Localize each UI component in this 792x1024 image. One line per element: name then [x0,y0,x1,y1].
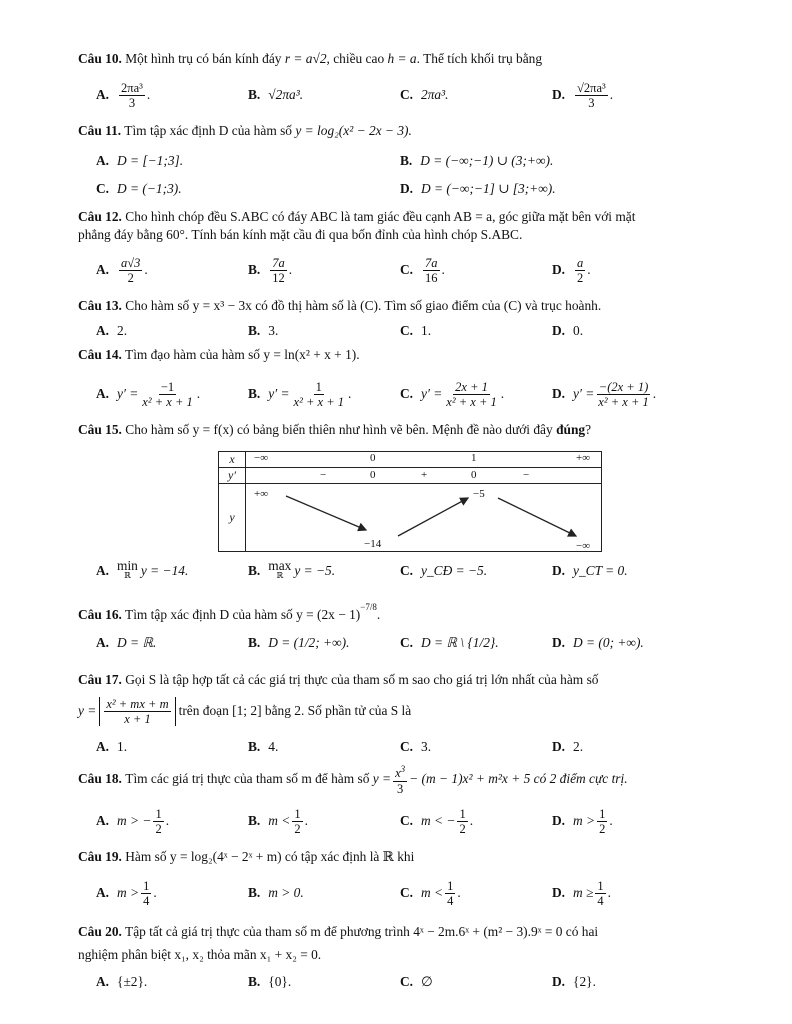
fraction-num: 1 [143,878,150,893]
option-value: D = (−1;3). [117,181,182,196]
question-15 [78,421,724,439]
option-a[interactable]: A. $\frac{a√3}{2}$ . [96,255,148,285]
math-prefix: m > − [117,813,152,828]
fraction-den: 2 [155,821,162,836]
question-text: Cho hàm số y = x³ − 3x có đồ thị hàm số là (C). Tìm số giao điểm của (C) và trục hoành. [125,298,602,313]
option-key: C. [400,386,414,401]
option-a[interactable]: A. y′ = $\frac{-1}{\text{x² + x + 1}}$ . [96,379,201,409]
option-key: D. [400,181,414,196]
question-text: Gọi S là tập hợp tất cả các giá trị thực của tham số m sao cho giá trị lớn nhất của hàm số [125,672,599,687]
option-key: B. [248,563,261,578]
option-a[interactable]: A. m > − $\frac{1}{2}$ . [96,806,170,836]
option-d[interactable]: D. $\frac{\text{√2πa³}}{3}$ . [552,80,614,110]
option-d[interactable] [552,316,583,346]
question-text: Tập tất cả giá trị thực của tham số m để phương trình 4ˣ − 2m.6ˣ + (m² − 3).9ˣ = 0 có hai [125,924,599,939]
y-label: y [219,484,246,552]
fraction-num: a√3 [121,255,141,270]
option-c[interactable]: C. m < $\frac{1}{4}$ . [400,878,461,908]
option-b[interactable] [248,732,278,762]
option-key: A. [96,323,110,338]
option-value: 4. [268,739,279,754]
option-key: D. [552,813,566,828]
option-key: C. [400,262,414,277]
option-value: D = [−1;3]. [117,153,184,168]
math-expr: y = log₂(x² − 2x − 3). [295,123,412,138]
options-15 [96,556,726,586]
question-17 [78,671,724,689]
option-key: C. [400,635,414,650]
option-d[interactable]: D. m ≥ $\frac{1}{4}$ . [552,878,612,908]
option-key: C. [400,563,414,578]
y-value: −14 [364,538,382,550]
options-17 [96,732,726,762]
fraction-num: √2πa³ [577,80,606,95]
y-prime-label: y′ [219,468,246,484]
x-row [246,452,602,468]
option-d[interactable] [552,967,596,997]
options-18 [96,806,726,836]
math-prefix: m < − [421,813,456,828]
math-prefix: y′ = [573,386,595,401]
option-key: D. [552,885,566,900]
option-c[interactable]: C. y′ = $\frac{2x + 1}{\text{x² + x + 1}}$ . [400,379,505,409]
option-key: D. [552,323,566,338]
question-text: Một hình trụ có bán kính đáy [125,51,282,66]
question-12 [78,208,724,244]
x-value: 0 [370,452,376,464]
option-value: 2. [573,739,584,754]
question-label: Câu 14. [78,347,122,362]
option-value: 2. [117,323,128,338]
fraction-num: −1 [160,379,175,394]
fraction-num: 1 [459,806,466,821]
fraction-num: 1 [447,878,454,893]
option-value: D = (−∞;−1) ∪ (3;+∞). [420,153,554,168]
math-expr: r = a√2 [284,51,327,66]
math-prefix: m < [268,813,291,828]
option-value: D = ℝ. [117,635,157,650]
option-key: A. [96,87,110,102]
fraction-num: 2πa³ [121,80,143,95]
variation-arrows [246,484,604,554]
option-value: 1. [421,323,432,338]
fraction-den: x² + x + 1 [293,394,345,409]
option-value: {2}. [573,974,596,989]
question-text: , chiều cao [326,51,385,66]
fraction-den: 2 [294,821,301,836]
option-key: A. [96,563,110,578]
arrow-down [498,498,576,536]
question-label: Câu 16. [78,607,122,622]
option-key: A. [96,885,110,900]
fraction-den: x² + x + 1 [142,394,193,409]
option-b[interactable] [400,146,553,176]
options-19 [96,878,726,908]
fraction-den: x + 1 [124,711,151,726]
option-key: B. [400,153,413,168]
fraction-den: 2 [127,270,134,285]
option-key: D. [552,635,566,650]
fraction-den: 4 [447,893,454,908]
fraction-den: x² + x + 1 [446,394,497,409]
exponent: −7/8 [360,602,377,612]
fraction-num: x² + mx + m [106,696,169,711]
question-text: Tìm tập xác định D của hàm số y = (2x − 1) [125,607,361,622]
question-text: Cho hàm số y = f(x) có bảng biến thiên như hình vẽ bên. Mệnh đề nào dưới đây [125,422,553,437]
option-b[interactable] [248,628,349,658]
x-value: −∞ [254,452,269,464]
option-key: D. [552,87,566,102]
math-prefix: m < [421,885,444,900]
options-11-row2 [96,174,726,204]
question-text: Cho hình chóp đều S.ABC có đáy ABC là tam giác đều cạnh AB = a, góc giữa mặt bên với mặt [125,209,636,224]
option-key: B. [248,974,261,989]
option-b[interactable] [248,80,303,110]
option-b[interactable]: B. max ℝ y = −5. [248,558,336,580]
fraction-num: 1 [155,806,162,821]
option-key: B. [248,386,261,401]
option-key: B. [248,635,261,650]
math-prefix: y′ = [117,386,139,401]
option-d[interactable] [552,628,644,658]
option-a[interactable] [96,316,127,346]
option-key: A. [96,739,110,754]
option-d[interactable] [400,174,556,204]
option-value: 1. [117,739,128,754]
option-key: B. [248,739,261,754]
question-17-func: y = $\frac{\text{x² + mx + m}}{x + 1}$ trên đoạn [1; 2] bằng 2. Số phần tử của S là [78,696,412,726]
option-key: B. [248,262,261,277]
option-value: m > 0. [268,885,304,900]
option-value: √2πa³. [268,87,304,102]
emphasis-text: đúng [556,422,586,437]
option-c[interactable]: C. m < − $\frac{1}{2}$ . [400,806,474,836]
option-key: D. [552,563,566,578]
fraction-den: 4 [597,893,604,908]
options-13 [96,316,726,346]
option-c[interactable] [400,80,449,110]
option-key: C. [400,974,414,989]
question-18: Câu 18. Tìm các giá trị thực của tham số m để hàm số y = $\frac{x^3}{3}$ − (m − 1)x² + m²x + 5 có 2 điểm cực trị. [78,764,628,796]
question-11 [78,122,724,140]
sign-value: + [421,469,428,481]
variation-table [218,451,602,552]
subscript-set: ℝ [124,571,131,580]
sign-value: − [320,469,327,481]
option-key: B. [248,813,261,828]
question-label: Câu 18. [78,771,122,786]
math-prefix: y′ = [268,386,290,401]
question-label: Câu 17. [78,672,122,687]
sign-value: 0 [471,469,477,481]
question-20 [78,920,724,966]
option-key: D. [552,974,566,989]
option-a[interactable]: A. m > $\frac{1}{4}$ . [96,878,157,908]
option-c[interactable] [400,732,431,762]
option-value: D = (−∞;−1] ∪ [3;+∞). [421,181,556,196]
option-c[interactable] [400,316,431,346]
question-text: ? [585,422,592,437]
option-key: D. [552,386,566,401]
options-12 [96,255,726,285]
option-key: C. [400,323,414,338]
sign-value: − [523,469,530,481]
option-c[interactable] [400,556,487,586]
options-16 [96,628,726,658]
fraction-den: 12 [272,270,285,285]
x-value: +∞ [576,452,591,464]
question-14 [78,346,724,364]
option-key: B. [248,323,261,338]
question-text: nghiệm phân biệt x₁, x₂ thỏa mãn x₁ + x₂ = 0. [78,947,322,962]
question-19 [78,848,724,866]
x-value: 1 [471,452,477,464]
fraction-num: 7a [272,255,285,270]
option-key: A. [96,153,110,168]
fraction-num: −(2x + 1) [598,379,649,394]
option-key: C. [400,739,414,754]
question-label: Câu 10. [78,51,122,66]
fraction-num: 1 [599,806,606,821]
math-expr: h = a [387,51,417,66]
question-text: Tìm các giá trị thực của tham số m để hàm số [125,771,370,786]
option-a[interactable] [96,628,156,658]
option-c[interactable]: C. $\frac{7a}{16}$ . [400,255,445,285]
option-key: C. [400,87,414,102]
question-label: Câu 19. [78,849,122,864]
option-b[interactable]: B. m < $\frac{1}{2}$ . [248,806,308,836]
option-b[interactable] [248,316,278,346]
option-value: D = ℝ \ {1/2}. [421,635,499,650]
y-row [246,484,602,552]
option-d[interactable]: D. $\frac{a}{2}$ . [552,255,591,285]
option-b[interactable]: B. y′ = $\frac{1}{\text{x² + x + 1}}$ . [248,379,352,409]
question-16: Câu 16. Tìm tập xác định D của hàm số $y = (2x - 1)^{-7/8}$. [78,602,381,622]
math-prefix: m > [117,885,140,900]
option-value: {0}. [268,974,292,989]
question-label: Câu 15. [78,422,122,437]
option-d[interactable] [552,732,583,762]
option-b[interactable] [248,878,304,908]
option-value: y_CT = 0. [573,563,628,578]
fraction-num: 1 [597,878,604,893]
option-key: A. [96,262,110,277]
fraction-num: 7a [425,255,438,270]
fraction-den: 2 [577,270,584,285]
question-text: Tìm đạo hàm của hàm số y = ln(x² + x + 1). [125,347,360,362]
y-prime-row [246,468,602,484]
option-value: D = (1/2; +∞). [268,635,350,650]
option-b[interactable] [248,967,291,997]
fraction-num: 2x + 1 [455,379,488,394]
subscript-set: ℝ [276,571,284,580]
option-value: {±2}. [117,974,148,989]
option-value: ∅ [421,974,433,989]
option-c[interactable] [400,628,499,658]
option-a[interactable] [96,146,183,176]
question-13 [78,297,724,315]
option-value: y_CĐ = −5. [421,563,488,578]
fraction-den: 3 [128,95,136,110]
y-value: −∞ [576,540,591,552]
option-key: A. [96,974,110,989]
option-value: 3. [268,323,279,338]
y-value: +∞ [254,488,269,500]
option-key: D. [552,262,566,277]
option-a[interactable] [96,967,147,997]
question-label: Câu 13. [78,298,122,313]
option-a[interactable]: A. min ℝ y = −14. [96,558,189,580]
option-key: C. [400,885,414,900]
fraction-den: 3 [588,95,595,110]
options-14 [96,379,726,409]
question-label: Câu 20. [78,924,122,939]
question-text: Hàm số y = log₂(4ˣ − 2ˣ + m) có tập xác định là ℝ khi [125,849,415,864]
question-text: trên đoạn [1; 2] bằng 2. Số phần tử của S là [178,703,412,718]
option-key: A. [96,386,110,401]
arrow-down [286,496,366,530]
fraction-num: 1 [315,379,322,394]
option-key: C. [400,813,414,828]
math-expr: − (m − 1)x² + m²x + 5 có 2 điểm cực trị. [409,771,628,786]
option-c[interactable] [96,174,182,204]
fraction-den: 16 [425,270,438,285]
x-label: x [219,452,246,468]
question-10 [78,50,724,68]
options-20 [96,967,726,997]
arrow-up [398,498,468,536]
math-prefix: m ≥ [573,885,594,900]
option-d[interactable] [552,556,628,586]
option-value: D = (0; +∞). [573,635,644,650]
option-key: C. [96,181,110,196]
question-label: Câu 11. [78,123,122,138]
fraction-num: a [577,255,584,270]
question-label: Câu 12. [78,209,122,224]
fraction-num: 1 [294,806,301,821]
options-11-row1 [96,146,726,176]
fraction-den: 4 [143,893,150,908]
option-value: 3. [421,739,432,754]
option-value: 0. [573,323,584,338]
fraction-den: 2 [599,821,606,836]
option-key: B. [248,885,261,900]
question-text: Tìm tập xác định D của hàm số [124,123,292,138]
fraction-den: 2 [459,821,466,836]
option-d[interactable]: D. m > $\frac{1}{2}$ . [552,806,613,836]
option-key: A. [96,635,110,650]
option-a[interactable] [96,732,127,762]
fraction-den: x² + x + 1 [598,394,649,409]
y-value: −5 [473,488,485,500]
math-prefix: m > [573,813,596,828]
question-text: . Thể tích khối trụ bằng [416,51,543,66]
option-a[interactable]: A. $\frac{\text{2πa³}}{3}$ . [96,80,151,110]
options-10 [96,80,726,110]
option-c[interactable] [400,967,433,997]
option-b[interactable]: B. $\frac{7a}{12}$ . [248,255,293,285]
question-text: phẳng đáy bằng 60°. Tính bán kính mặt cầu đi qua bốn đỉnh của hình chóp S.ABC. [78,227,523,242]
option-d[interactable]: D. y′ = $\frac{-(2x + 1)}{\text{x² + x + 1}}$ . [552,379,657,409]
option-key: B. [248,87,261,102]
option-key: A. [96,813,110,828]
sign-value: 0 [370,469,376,481]
option-key: D. [552,739,566,754]
math-prefix: y′ = [421,386,443,401]
option-value: 2πa³. [421,87,449,102]
